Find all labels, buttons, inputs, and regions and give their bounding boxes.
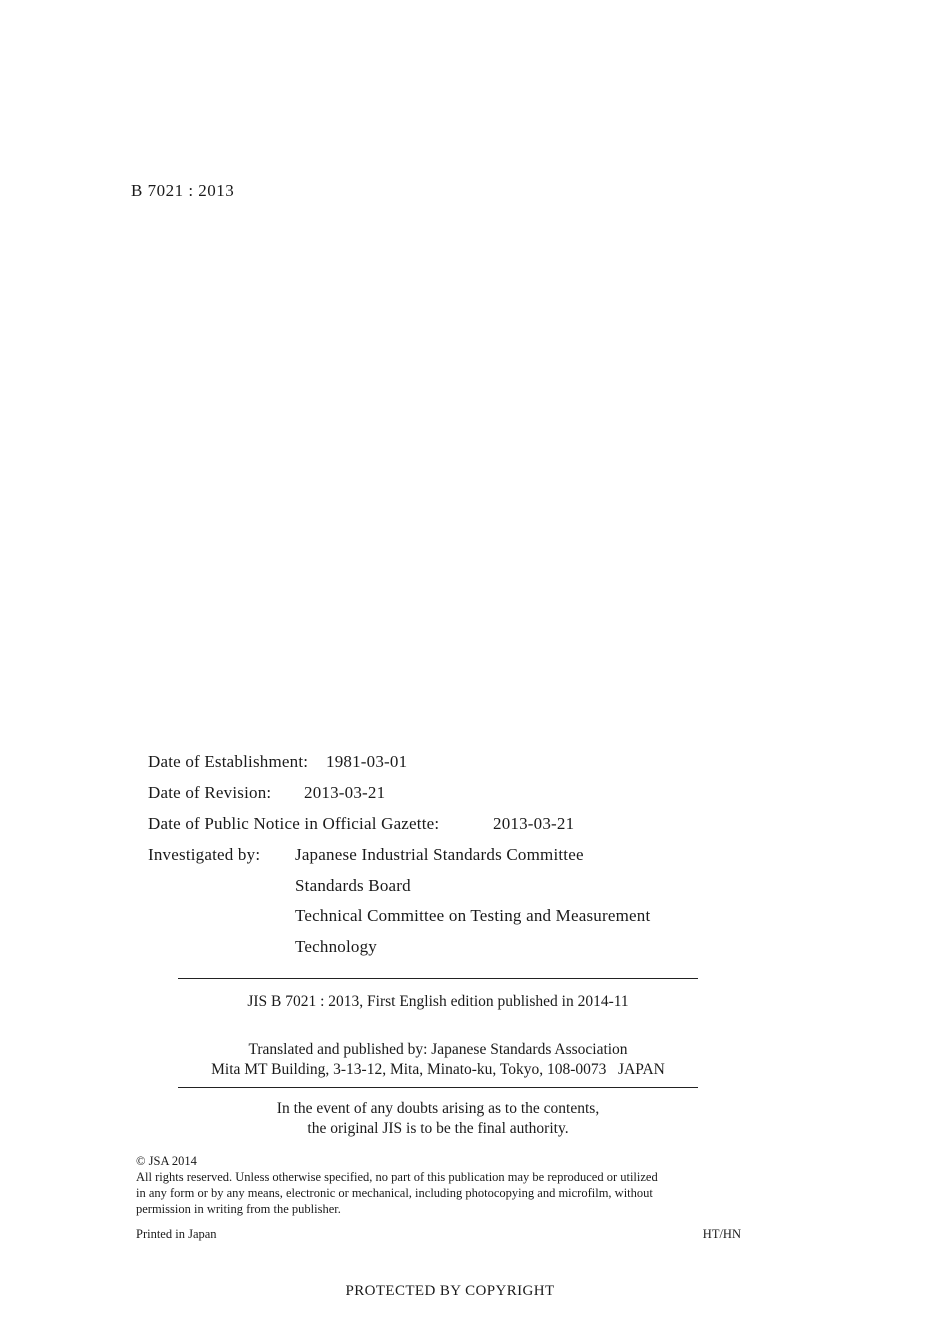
publisher-address: Mita MT Building, 3-13-12, Mita, Minato-ku, Tokyo, 108-0073 JAPAN [211,1061,665,1078]
investigated-by-label: Investigated by: [148,845,261,864]
printer-code: HT/HN [702,1227,741,1241]
rights-text: All rights reserved. Unless otherwise specified, no part of this publication may be reproduced or utilized [136,1170,658,1184]
rights-text: in any form or by any means, electronic or mechanical, including photocopying and microfilm, without [136,1186,653,1200]
copyright-notice: © JSA 2014 [136,1154,197,1168]
revision-label: Date of Revision: [148,783,272,802]
divider [178,978,698,979]
establishment-date: 1981-03-01 [326,752,408,771]
authority-note-line: In the event of any doubts arising as to the contents, [276,1100,600,1117]
public-notice-label: Date of Public Notice in Official Gazette: [148,814,440,833]
rights-text: permission in writing from the publisher. [136,1202,341,1216]
establishment-label: Date of Establishment: [148,752,309,771]
publisher-line: Translated and published by: Japanese Standards Association [248,1041,628,1058]
public-notice-date: 2013-03-21 [493,814,575,833]
authority-note-line: the original JIS is to be the final authority. [307,1120,569,1137]
investigator-line: Standards Board [295,876,411,895]
investigator-line: Japanese Industrial Standards Committee [295,845,584,864]
copyright-protection-footer: PROTECTED BY COPYRIGHT [345,1283,555,1299]
investigator-line: Technical Committee on Testing and Measurement [295,906,651,925]
printed-in: Printed in Japan [136,1227,217,1241]
divider [178,1087,698,1088]
edition-line: JIS B 7021 : 2013, First English edition published in 2014-11 [247,993,629,1010]
investigator-line: Technology [295,937,378,956]
revision-date: 2013-03-21 [304,783,386,802]
document-number: B 7021 : 2013 [131,181,235,200]
